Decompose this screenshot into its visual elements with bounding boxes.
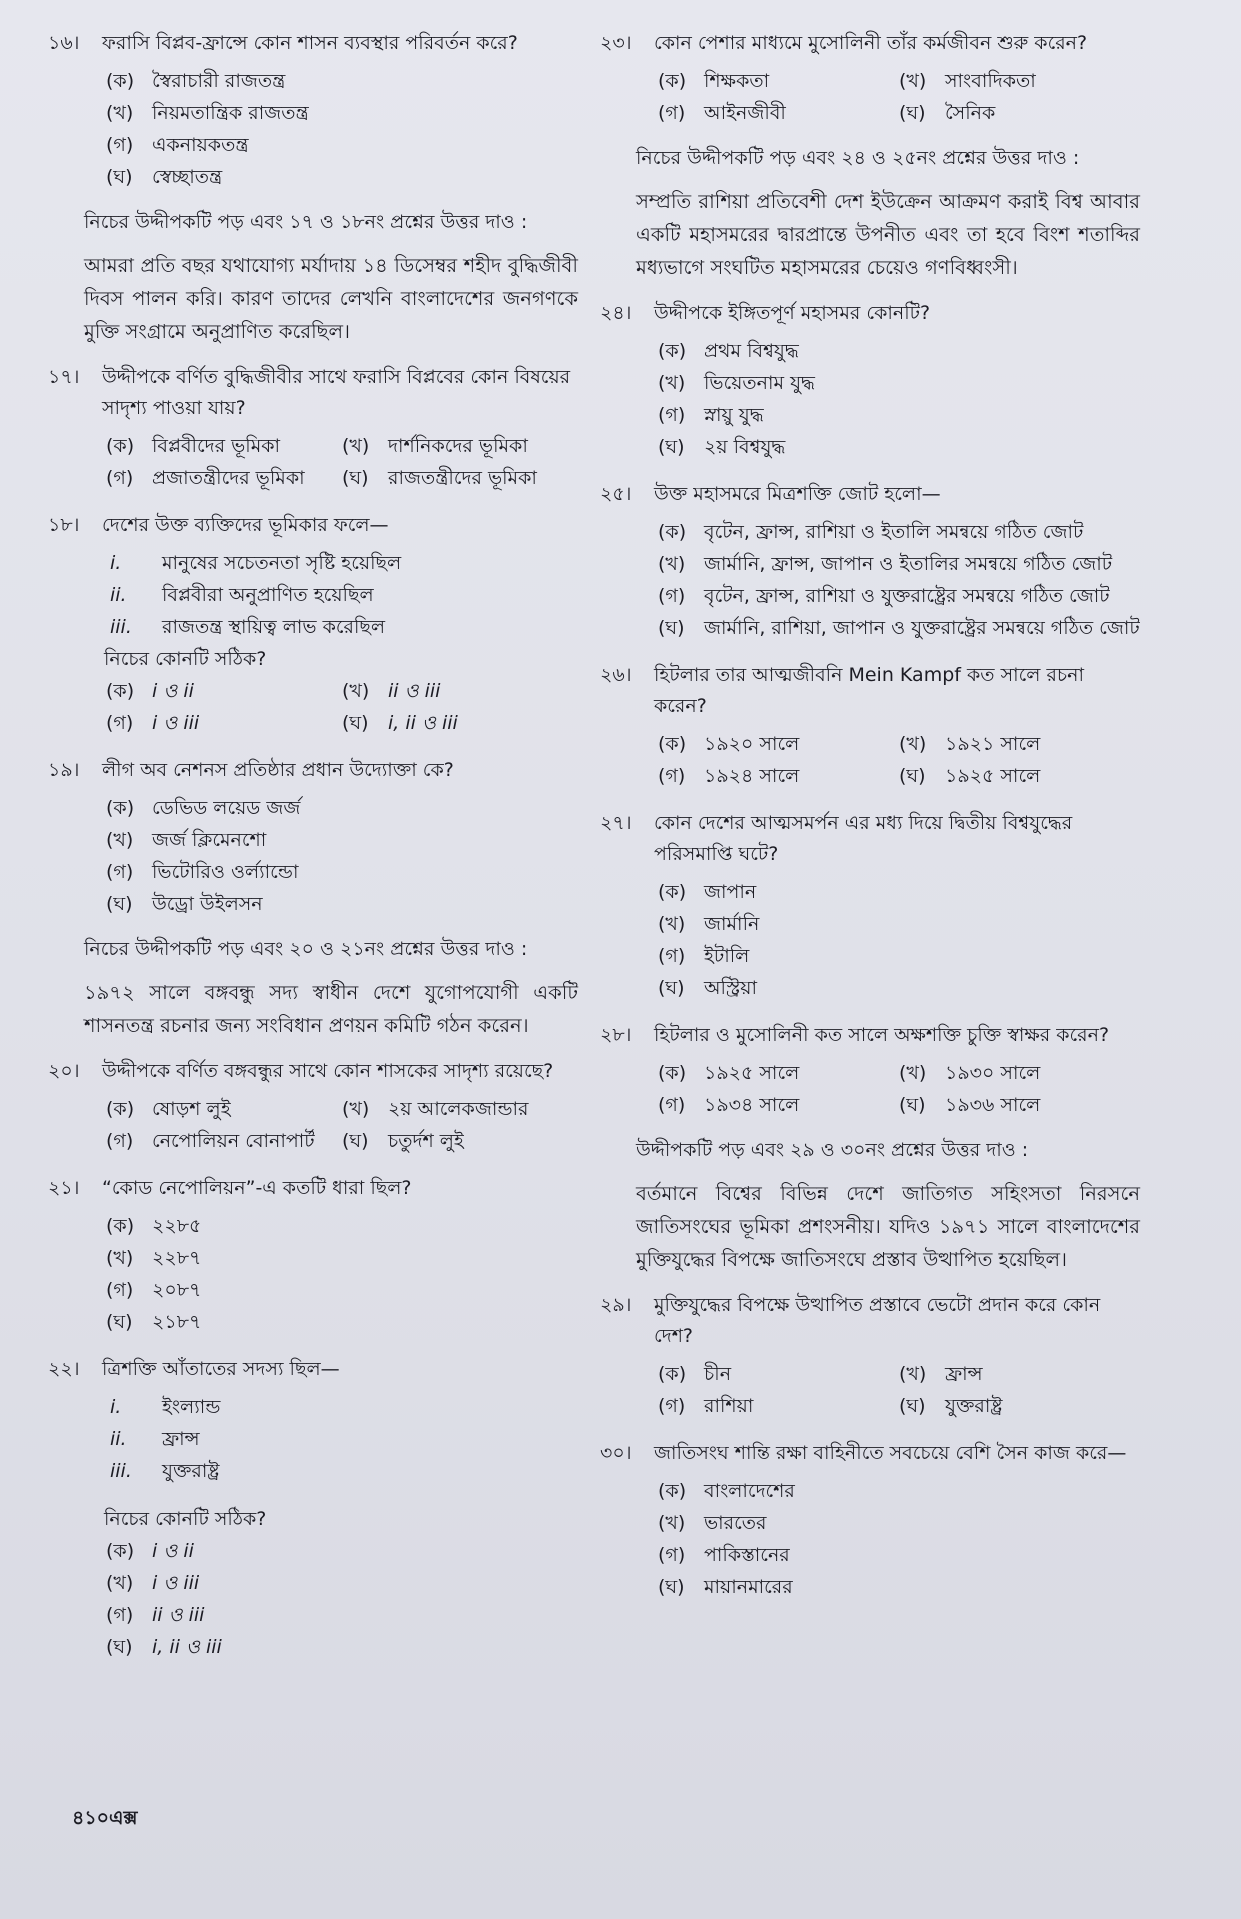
option: (ঘ) চতুর্দশ লুই [342, 1130, 464, 1152]
question-27-options [658, 876, 1140, 1004]
option: (ঘ) জার্মানি, রাশিয়া, জাপান ও যুক্তরাষ্ট্রের সমন্বয়ে গঠিত জোট [658, 617, 1140, 639]
question-24-options [658, 335, 1140, 463]
page-code: ৪১০এক্স [72, 1807, 138, 1829]
option: (ক) জাপান [658, 881, 757, 903]
question-25: ২৫। উক্ত মহাসমরে মিত্রশক্তি জোট হলো— [600, 483, 941, 505]
question-17-options [106, 430, 578, 494]
option: (খ) ১৯৩০ সালে [899, 1062, 1041, 1084]
stimulus-heading-2: নিচের উদ্দীপকটি পড় এবং ২০ ও ২১নং প্রশ্নের উত্তর দাও : [84, 938, 528, 960]
option: (ঘ) অস্ট্রিয়া [658, 977, 757, 999]
option: (ক) প্রথম বিশ্বযুদ্ধ [658, 340, 799, 362]
stimulus-text-3: সম্প্রতি রাশিয়া প্রতিবেশী দেশ ইউক্রেন আক্রমণ করাই বিশ্ব আবার একটি মহাসমরের দ্বারপ্রান্তে উপনীত এবং তা হবে বিংশ শতাব্দির মধ্যভাগে সংঘটিত মহাসমরের চেয়েও গণবিধ্বংসী। [636, 190, 1140, 279]
option: (ক) ১৯২০ সালে [658, 733, 800, 755]
left-column [48, 28, 578, 1663]
option: (গ) ১৯২৪ সালে [658, 765, 800, 787]
question-28-options [658, 1057, 1140, 1121]
stimulus-heading-3: নিচের উদ্দীপকটি পড় এবং ২৪ ও ২৫নং প্রশ্নের উত্তর দাও : [636, 147, 1080, 169]
option: (ঘ) ২য় বিশ্বযুদ্ধ [658, 436, 786, 458]
question-18: ১৮। দেশের উক্ত ব্যক্তিদের ভূমিকার ফলে— [48, 514, 389, 536]
statement: iii. রাজতন্ত্র স্থায়িত্ব লাভ করেছিল [110, 616, 386, 638]
option: (খ) সাংবাদিকতা [899, 70, 1036, 92]
question-23: ২৩। কোন পেশার মাধ্যমে মুসোলিনী তাঁর কর্মজীবন শুরু করেন? [600, 32, 1088, 54]
statement: ii. বিপ্লবীরা অনুপ্রাণিত হয়েছিল [110, 584, 374, 606]
question-25-options [658, 516, 1140, 644]
option: (খ) i ও iii [106, 1572, 200, 1594]
stimulus-heading-1: নিচের উদ্দীপকটি পড় এবং ১৭ ও ১৮নং প্রশ্নের উত্তর দাও : [84, 211, 528, 233]
option: (ক) স্বৈরাচারী রাজতন্ত্র [106, 70, 286, 92]
option: (ঘ) যুক্তরাষ্ট্র [899, 1395, 1003, 1417]
option: (গ) ভিটোরিও ওর্ল্যান্ডো [106, 861, 299, 883]
option: (গ) ii ও iii [106, 1604, 205, 1626]
option: (খ) ১৯২১ সালে [899, 733, 1041, 755]
option: (গ) ইটালি [658, 945, 750, 967]
option: (ঘ) ২১৮৭ [106, 1311, 202, 1333]
statement: i. ইংল্যান্ড [110, 1396, 221, 1418]
option: (ঘ) উড্রো উইলসন [106, 893, 263, 915]
question-27: ২৭। কোন দেশের আত্মসমর্পন এর মধ্য দিয়ে দ্বিতীয় বিশ্বযুদ্ধের পরিসমাপ্তি ঘটে? [600, 812, 1073, 865]
option: (গ) বৃটেন, ফ্রান্স, রাশিয়া ও যুক্তরাষ্ট্রের সমন্বয়ে গঠিত জোট [658, 585, 1110, 607]
option: (খ) জার্মানি [658, 913, 760, 935]
option: (ঘ) i, ii ও iii [106, 1636, 222, 1658]
question-21-options [106, 1210, 578, 1338]
option: (ঘ) রাজতন্ত্রীদের ভূমিকা [342, 467, 537, 489]
option: (ঘ) স্বেচ্ছাতন্ত্র [106, 166, 223, 188]
question-19-options [106, 792, 578, 920]
option: (ক) বৃটেন, ফ্রান্স, রাশিয়া ও ইতালি সমন্বয়ে গঠিত জোট [658, 521, 1084, 543]
statement: i. মানুষের সচেতনতা সৃষ্টি হয়েছিল [110, 552, 402, 574]
option: (গ) আইনজীবী [658, 102, 786, 124]
question-30: ৩০। জাতিসংঘ শান্তি রক্ষা বাহিনীতে সবচেয়ে বেশি সৈন কাজ করে— [600, 1442, 1127, 1464]
question-22-options [106, 1535, 578, 1663]
option: (ক) চীন [658, 1363, 732, 1385]
option: (ক) i ও ii [106, 1540, 194, 1562]
right-column [600, 28, 1140, 1603]
option: (গ) ১৯৩৪ সালে [658, 1094, 800, 1116]
statement: ii. ফ্রান্স [110, 1428, 200, 1450]
option: (খ) ভিয়েতনাম যুদ্ধ [658, 372, 815, 394]
which-correct: নিচের কোনটি সঠিক? [104, 1508, 267, 1530]
option: (গ) ২০৮৭ [106, 1279, 202, 1301]
question-20-options [106, 1093, 578, 1157]
option: (ক) ২২৮৫ [106, 1215, 202, 1237]
question-16: ১৬। ফরাসি বিপ্লব-ফ্রান্সে কোন শাসন ব্যবস্থার পরিবর্তন করে? [48, 32, 518, 54]
option: (গ) i ও iii [106, 712, 200, 734]
option: (ক) ষোড়শ লুই [106, 1098, 231, 1120]
question-20: ২০। উদ্দীপকে বর্ণিত বঙ্গবন্ধুর সাথে কোন শাসকের সাদৃশ্য রয়েছে? [48, 1060, 554, 1082]
option: (ঘ) ১৯৩৬ সালে [899, 1094, 1041, 1116]
question-24: ২৪। উদ্দীপকে ইঙ্গিতপূর্ণ মহাসমর কোনটি? [600, 302, 931, 324]
stimulus-text-2: ১৯৭২ সালে বঙ্গবন্ধু সদ্য স্বাধীন দেশে যুগোপযোগী একটি শাসনতন্ত্র রচনার জন্য সংবিধান প্রণয়ন কমিটি গঠন করেন। [84, 981, 578, 1037]
question-26-options [658, 728, 1140, 792]
question-17: ১৭। উদ্দীপকে বর্ণিত বুদ্ধিজীবীর সাথে ফরাসি বিপ্লবের কোন বিষয়ের সাদৃশ্য পাওয়া যায়? [48, 366, 571, 419]
option: (ক) বিপ্লবীদের ভূমিকা [106, 435, 281, 457]
stimulus-heading-4: উদ্দীপকটি পড় এবং ২৯ ও ৩০নং প্রশ্নের উত্তর দাও : [636, 1139, 1029, 1161]
question-23-options [658, 65, 1140, 129]
question-26: ২৬। হিটলার তার আত্মজীবনি Mein Kampf কত সালে রচনা করেন? [600, 664, 1085, 717]
question-19: ১৯। লীগ অব নেশনস প্রতিষ্ঠার প্রধান উদ্যোক্তা কে? [48, 759, 454, 781]
option: (খ) ফ্রান্স [899, 1363, 983, 1385]
option: (খ) জার্মানি, ফ্রান্স, জাপান ও ইতালির সমন্বয়ে গঠিত জোট [658, 553, 1113, 575]
option: (ঘ) সৈনিক [899, 102, 996, 124]
which-correct: নিচের কোনটি সঠিক? [104, 648, 267, 670]
option: (ক) ১৯২৫ সালে [658, 1062, 800, 1084]
option: (গ) নেপোলিয়ন বোনাপার্ট [106, 1130, 315, 1152]
option: (গ) স্নায়ু যুদ্ধ [658, 404, 764, 426]
option: (গ) রাশিয়া [658, 1395, 754, 1417]
option: (খ) ২য় আলেকজান্ডার [342, 1098, 529, 1120]
question-18-options [106, 675, 578, 739]
option: (ক) বাংলাদেশের [658, 1480, 795, 1502]
question-30-options [658, 1475, 1140, 1603]
option: (গ) প্রজাতন্ত্রীদের ভূমিকা [106, 467, 305, 489]
option: (ঘ) মায়ানমারের [658, 1576, 793, 1598]
option: (খ) নিয়মতান্ত্রিক রাজতন্ত্র [106, 102, 309, 124]
option: (খ) ii ও iii [342, 680, 441, 702]
question-28: ২৮। হিটলার ও মুসোলিনী কত সালে অক্ষশক্তি চুক্তি স্বাক্ষর করেন? [600, 1024, 1110, 1046]
option: (ক) ডেভিড লয়েড জর্জ [106, 797, 301, 819]
question-29-options [658, 1358, 1140, 1422]
stimulus-text-4: বর্তমানে বিশ্বের বিভিন্ন দেশে জাতিগত সহিংসতা নিরসনে জাতিসংঘের ভূমিকা প্রশংসনীয়। যদিও ১৯৭১ সালে বাংলাদেশের মুক্তিযুদ্ধের বিপক্ষে জাতিসংঘে প্রস্তাব উত্থাপিত হয়েছিল। [636, 1182, 1140, 1271]
option: (ক) শিক্ষকতা [658, 70, 770, 92]
option: (ঘ) ১৯২৫ সালে [899, 765, 1041, 787]
stimulus-text-1: আমরা প্রতি বছর যথাযোগ্য মর্যাদায় ১৪ ডিসেম্বর শহীদ বুদ্ধিজীবী দিবস পালন করি। কারণ তাদের লেখনি বাংলাদেশের জনগণকে মুক্তি সংগ্রামে অনুপ্রাণিত করেছিল। [84, 254, 578, 343]
option: (ঘ) i, ii ও iii [342, 712, 458, 734]
option: (খ) জর্জ ক্লিমেনশো [106, 829, 267, 851]
option: (খ) ২২৮৭ [106, 1247, 202, 1269]
question-29: ২৯। মুক্তিযুদ্ধের বিপক্ষে উত্থাপিত প্রস্তাবে ভেটো প্রদান করে কোন দেশ? [600, 1294, 1101, 1347]
question-21: ২১। “কোড নেপোলিয়ন”-এ কতটি ধারা ছিল? [48, 1177, 412, 1199]
question-22: ২২। ত্রিশক্তি আঁতাতের সদস্য ছিল— [48, 1358, 340, 1380]
option: (খ) দার্শনিকদের ভূমিকা [342, 435, 528, 457]
question-16-options [106, 65, 578, 193]
option: (খ) ভারতের [658, 1512, 767, 1534]
statement: iii. যুক্তরাষ্ট্র [110, 1460, 220, 1482]
option: (গ) একনায়কতন্ত্র [106, 134, 249, 156]
option: (ক) i ও ii [106, 680, 194, 702]
option: (গ) পাকিস্তানের [658, 1544, 790, 1566]
